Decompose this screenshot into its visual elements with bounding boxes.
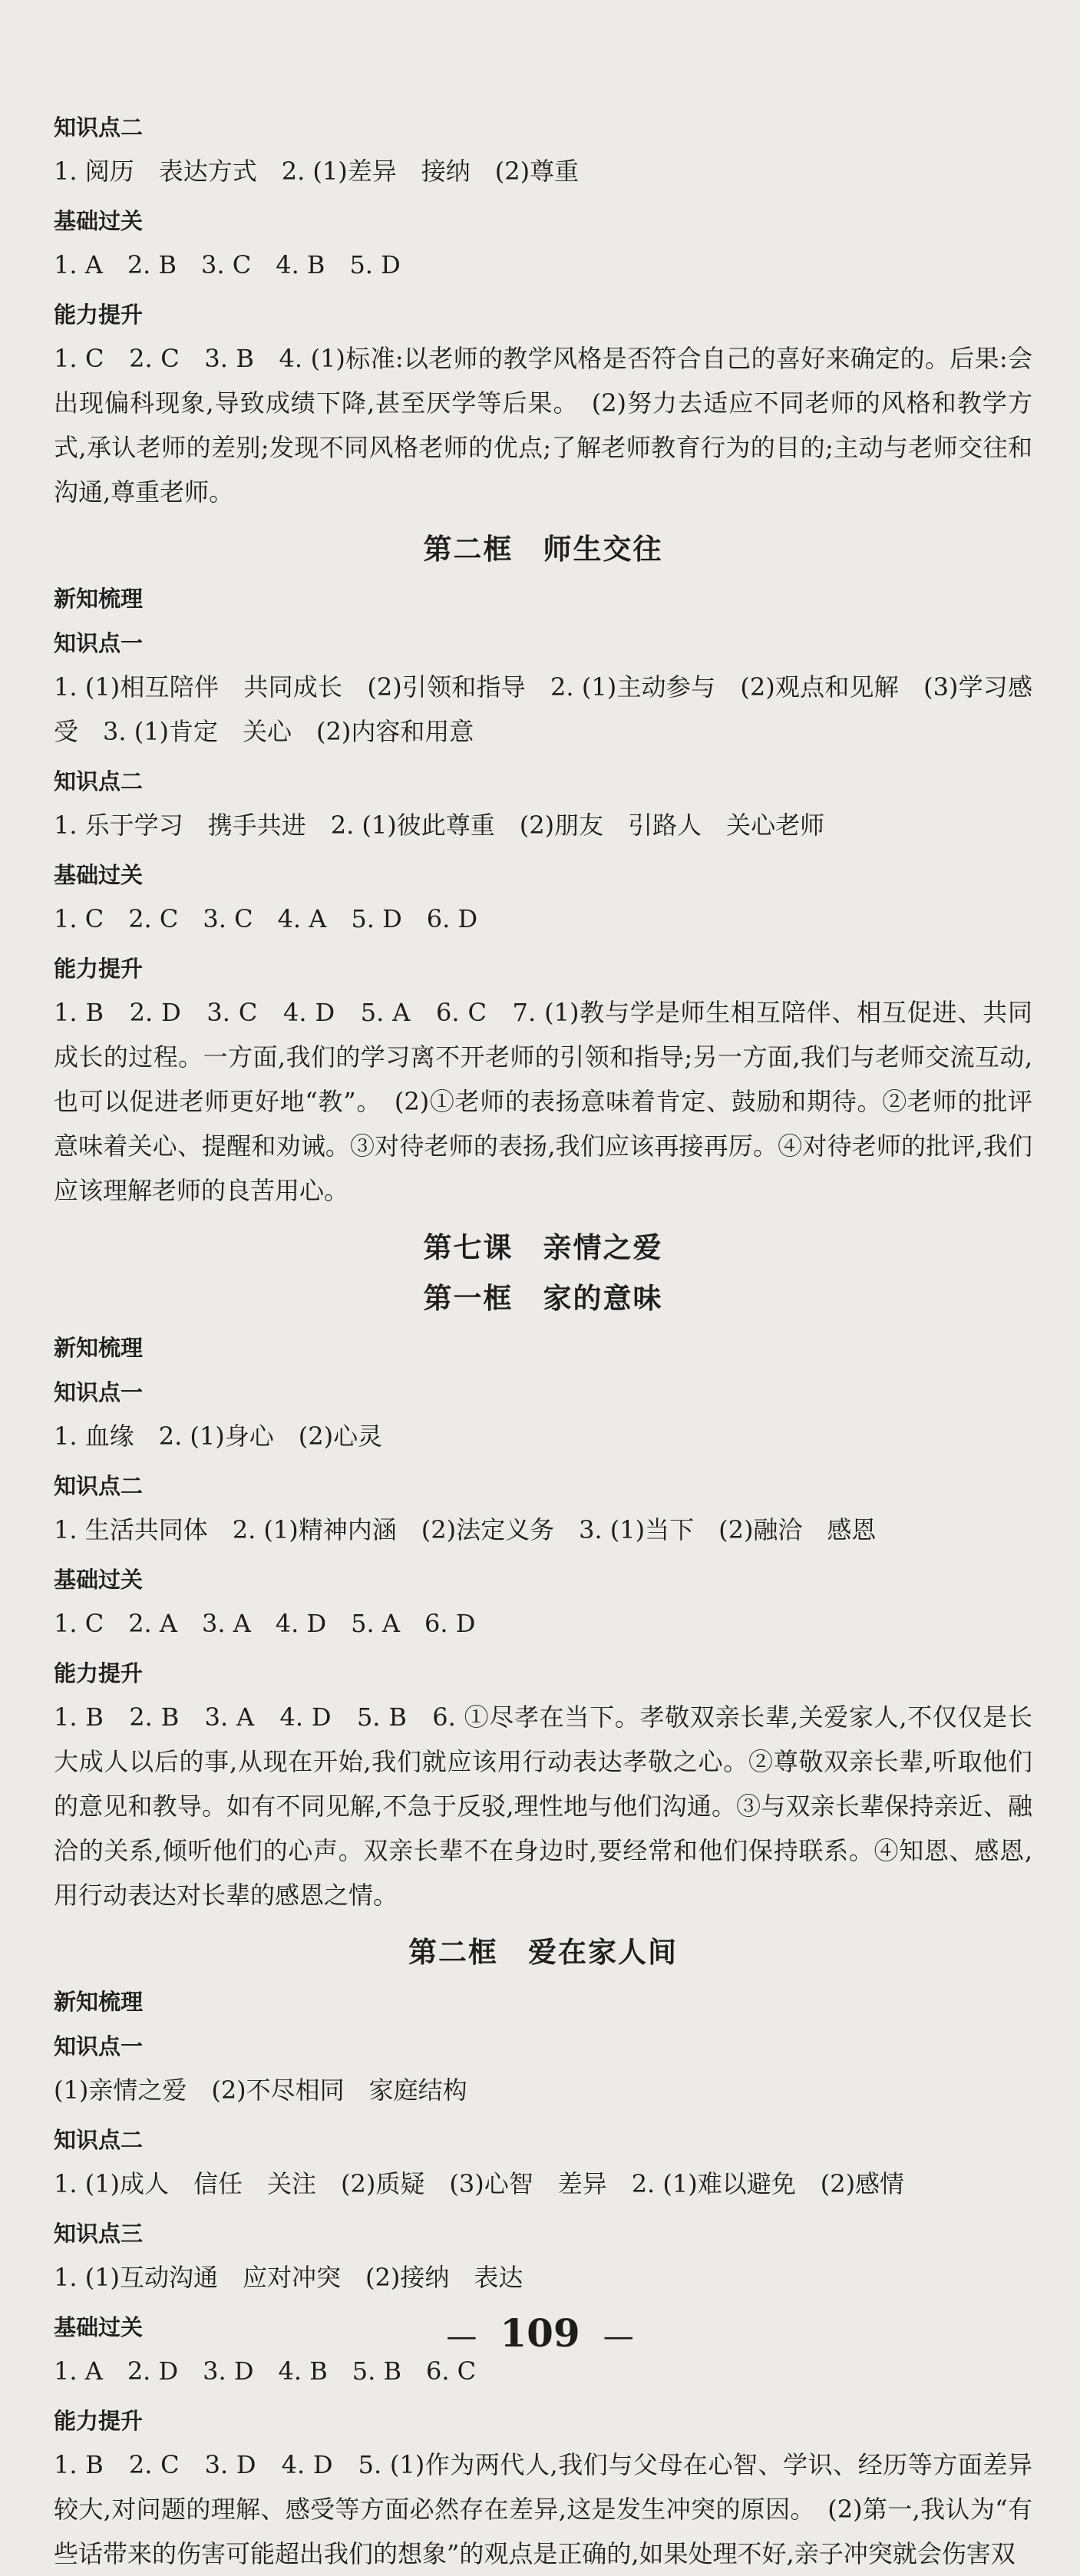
heading-knowledge-point-2: 知识点二 [54,768,144,794]
heading-basic: 基础过关 [54,2314,144,2340]
heading-ability: 能力提升 [54,1660,144,1686]
heading-ability: 能力提升 [54,956,144,982]
page-footer [0,2310,1080,2356]
answer-text: 1. (1)互动沟通 应对冲突 (2)接纳 表达 [54,2263,523,2292]
section-title: 第二框 师生交往 [423,533,663,566]
answer-text: (1)亲情之爱 (2)不尽相同 家庭结构 [54,2076,467,2105]
answer-text: 1. (1)成人 信任 关注 (2)质疑 (3)心智 差异 2. (1)难以避免 (2)感情 [54,2169,905,2198]
footer-dash-left: — [446,2319,477,2354]
heading-knowledge-point-2: 知识点二 [54,114,144,140]
answer-text: 1. C 2. A 3. A 4. D 5. A 6. D [54,1609,476,1638]
heading-knowledge-point-2: 知识点二 [54,1473,144,1499]
heading-basic: 基础过关 [54,1567,144,1593]
answer-text: 1. A 2. B 3. C 4. B 5. D [54,250,401,279]
page-number: 109 [500,2310,580,2356]
answer-text: 1. B 2. D 3. C 4. D 5. A 6. C 7. (1)教与学是师生相互陪伴、相互促进、共同成长的过程。一方面,我们的学习离不开老师的引领和指导;另一方面,我们与老师交流互动,也可以促进老师更好地“教”。 (2)①老师的表扬意味着肯定、鼓励和期待。②老师的批评意味着关心、提醒和劝诫。③对待老师的表扬,我们应该再接再厉。④对待老师的批评,我们应该理解老师的良苦用心。 [54,998,1032,1205]
heading-ability: 能力提升 [54,302,144,328]
heading-knowledge-point-1: 知识点一 [54,2033,144,2059]
section-title: 第一框 家的意味 [423,1282,663,1315]
heading-knowledge-point-3: 知识点三 [54,2221,144,2247]
heading-new-knowledge: 新知梳理 [54,586,144,612]
answer-text: 1. B 2. C 3. D 4. D 5. (1)作为两代人,我们与父母在心智、学识、经历等方面差异较大,对问题的理解、感受等方面必然存在差异,这是发生冲突的原因。 (2)第一,我认为“有些话带来的伤害可能超出我们的想象”的观点是正确的,如果处理不好,亲子冲突就会伤害双 [54,2450,1032,2568]
footer-dash-right: — [603,2319,634,2354]
answer-text: 1. C 2. C 3. B 4. (1)标准:以老师的教学风格是否符合自己的喜好来确定的。后果:会出现偏科现象,导致成绩下降,甚至厌学等后果。 (2)努力去适应不同老师的风格和教学方式,承认老师的差别;发现不同风格老师的优点;了解老师教育行为的目的;主动与老师交往和沟通,尊重老师。 [54,344,1032,507]
section-title: 第二框 爱在家人间 [408,1936,678,1969]
heading-basic: 基础过关 [54,208,144,234]
answer-text: 1. 乐于学习 携手共进 2. (1)彼此尊重 (2)朋友 引路人 关心老师 [54,811,825,840]
answer-page [54,100,1032,2576]
heading-ability: 能力提升 [54,2408,144,2434]
heading-knowledge-point-2: 知识点二 [54,2127,144,2153]
heading-new-knowledge: 新知梳理 [54,1335,144,1361]
answer-text: 1. C 2. C 3. C 4. A 5. D 6. D [54,904,478,933]
lesson-title: 第七课 亲情之爱 [423,1231,663,1264]
heading-knowledge-point-1: 知识点一 [54,630,144,656]
answer-text: 1. A 2. D 3. D 4. B 5. B 6. C [54,2356,477,2386]
answer-text: 1. (1)相互陪伴 共同成长 (2)引领和指导 2. (1)主动参与 (2)观点和见解 (3)学习感受 3. (1)肯定 关心 (2)内容和用意 [54,672,1032,746]
heading-basic: 基础过关 [54,862,144,888]
answer-text: 1. 生活共同体 2. (1)精神内涵 (2)法定义务 3. (1)当下 (2)融洽 感恩 [54,1515,877,1544]
heading-knowledge-point-1: 知识点一 [54,1379,144,1405]
answer-text: 1. 阅历 表达方式 2. (1)差异 接纳 (2)尊重 [54,157,580,186]
answer-text: 1. B 2. B 3. A 4. D 5. B 6. ①尽孝在当下。孝敬双亲长辈,关爱家人,不仅仅是长大成人以后的事,从现在开始,我们就应该用行动表达孝敬之心。②尊敬双亲长辈,听取他们的意见和教导。如有不同见解,不急于反驳,理性地与他们沟通。③与双亲长辈保持亲近、融洽的关系,倾听他们的心声。双亲长辈不在身边时,要经常和他们保持联系。④知恩、感恩,用行动表达对长辈的感恩之情。 [54,1702,1032,1910]
answer-text: 1. 血缘 2. (1)身心 (2)心灵 [54,1422,383,1451]
heading-new-knowledge: 新知梳理 [54,1989,144,2015]
